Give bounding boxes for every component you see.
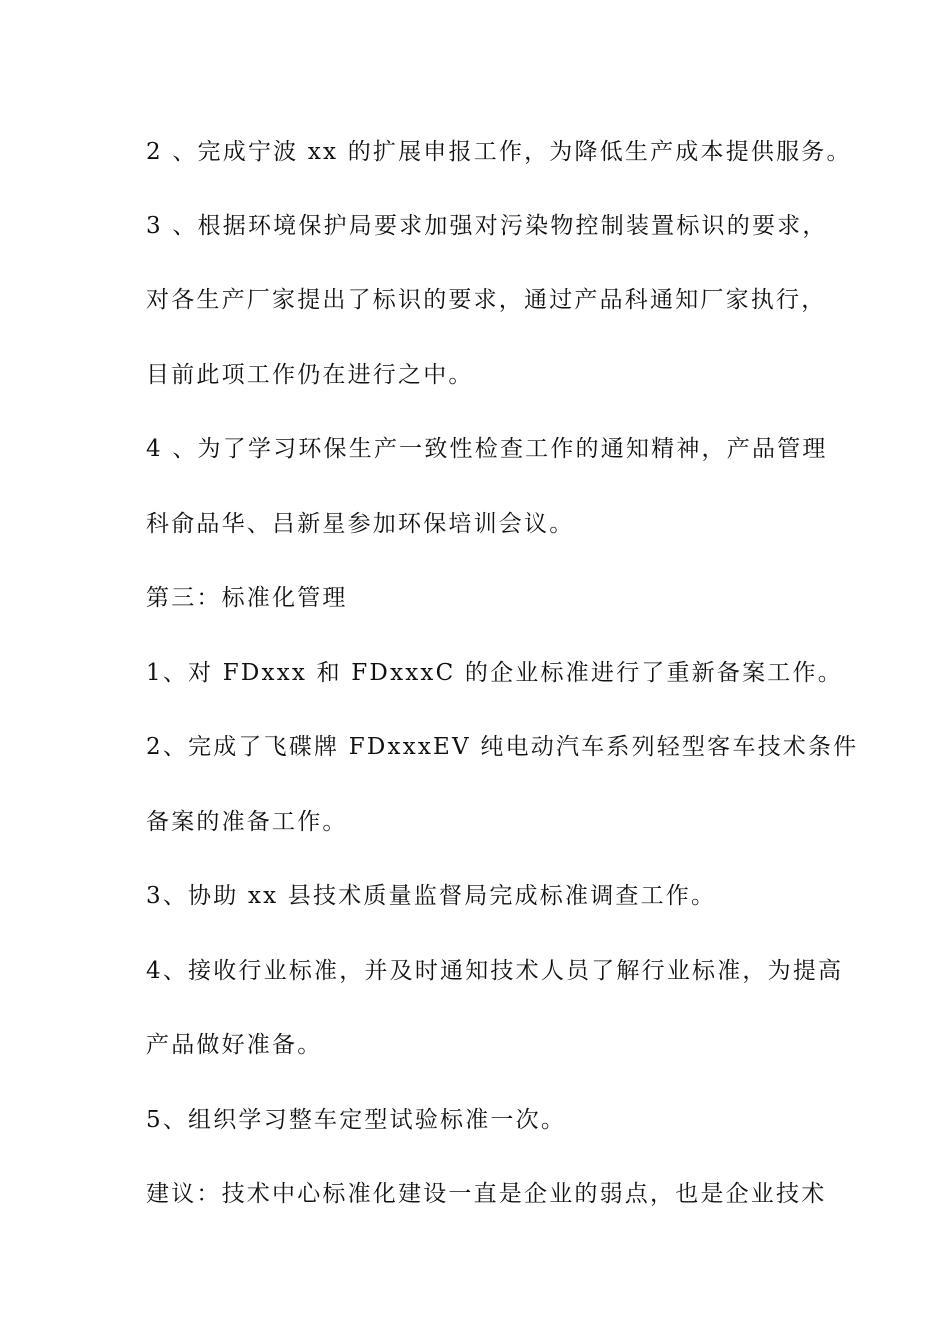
paragraph-line: 3、协助 xx 县技术质量监督局完成标准调查工作。 (146, 883, 717, 909)
paragraph-line: 4、接收行业标准，并及时通知技术人员了解行业标准，为提高 (146, 958, 844, 984)
paragraph-line: 5、组织学习整车定型试验标准一次。 (146, 1107, 567, 1133)
section-heading: 第三：标准化管理 (146, 585, 348, 611)
paragraph-line: 3 、根据环境保护局要求加强对污染物控制装置标识的要求， (146, 213, 828, 239)
paragraph-line: 2、完成了飞碟牌 FDxxxEV 纯电动汽车系列轻型客车技术条件 (146, 734, 859, 760)
paragraph-line: 产品做好准备。 (146, 1032, 323, 1058)
paragraph-line: 2 、完成宁波 xx 的扩展申报工作，为降低生产成本提供服务。 (146, 139, 852, 165)
paragraph-line: 科俞品华、吕新星参加环保培训会议。 (146, 511, 575, 537)
paragraph-line: 对各生产厂家提出了标识的要求，通过产品科通知厂家执行， (146, 287, 827, 313)
paragraph-line: 备案的准备工作。 (146, 809, 348, 835)
paragraph-line: 1、对 FDxxx 和 FDxxxC 的企业标准进行了重新备案工作。 (146, 660, 843, 686)
paragraph-line: 建议：技术中心标准化建设一直是企业的弱点，也是企业技术 (146, 1181, 827, 1207)
paragraph-line: 目前此项工作仍在进行之中。 (146, 362, 474, 388)
paragraph-line: 4 、为了学习环保生产一致性检查工作的通知精神，产品管理 (146, 436, 828, 462)
